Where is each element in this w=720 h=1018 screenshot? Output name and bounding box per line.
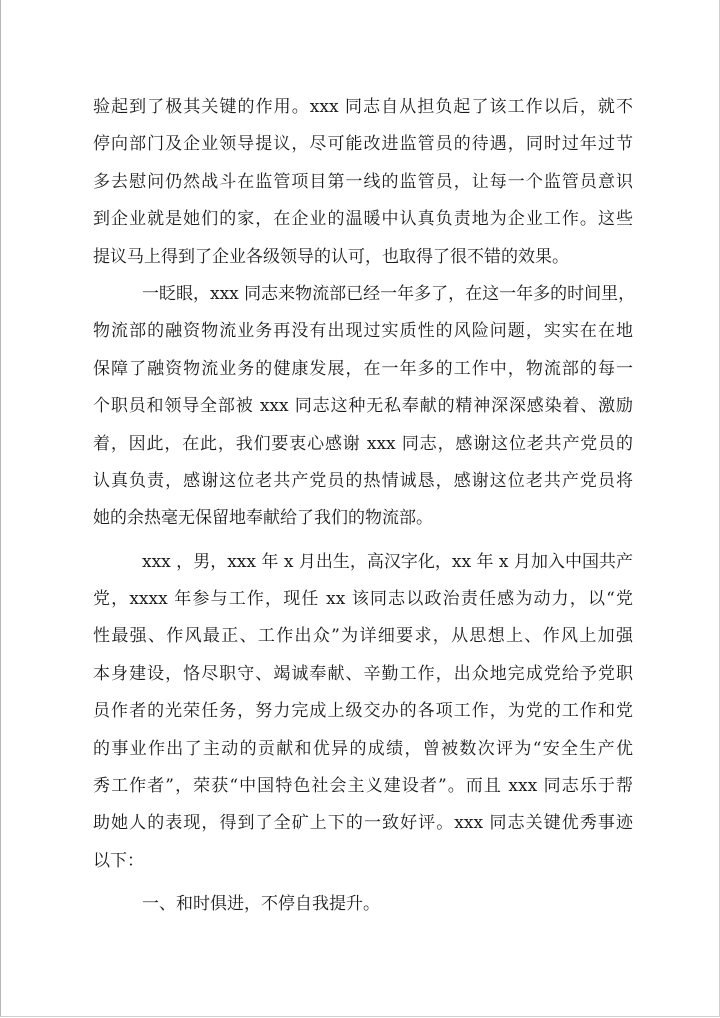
text-line: 的事业作出了主动的贡献和优异的成绩，曾被数次评为“安全生产优: [93, 738, 633, 759]
text-line: 认真负责，感谢这位老共产党员的热情诚恳，感谢这位老共产党员将: [93, 470, 633, 491]
text-line: 员作者的光荣任务，努力完成上级交办的各项工作，为党的工作和党: [93, 701, 633, 722]
text-line: 她的余热毫无保留地奉献给了我们的物流部。: [93, 508, 433, 529]
text-line: 着，因此，在此，我们要衷心感谢 xxx 同志，感谢这位老共产党员的: [93, 433, 633, 454]
paragraph-4: [93, 886, 633, 923]
text-line: 党，xxxx 年参与工作，现任 xx 该同志以政治责任感为动力，以“党: [93, 589, 633, 610]
text-line: 助她人的表现，得到了全矿上下的一致好评。xxx 同志关键优秀事迹: [93, 813, 633, 834]
paragraph-2: [93, 276, 636, 538]
text-line: 停向部门及企业领导提议，尽可能改进监管员的待遇，同时过年过节: [93, 134, 633, 155]
text-line: xxx ，男，xxx 年 x 月出生，高汉字化，xx 年 x 月加入中国共产: [142, 551, 633, 572]
text-line: 物流部的融资物流业务再没有出现过实质性的风险问题，实实在在地: [93, 321, 633, 342]
document-body: [93, 89, 636, 924]
text-line: 到企业就是她们的家，在企业的温暖中认真负责地为企业工作。这些: [93, 209, 633, 230]
text-line: 一眨眼，xxx 同志来物流部已经一年多了，在这一年多的时间里，: [142, 283, 636, 304]
text-line: 多去慰问仍然战斗在监管项目第一线的监管员，让每一个监管员意识: [93, 171, 633, 192]
paragraph-1: [93, 89, 633, 276]
text-line: 提议马上得到了企业各级领导的认可，也取得了很不错的效果。: [93, 246, 569, 267]
text-line: 性最强、作风最正、工作出众”为详细要求，从思想上、作风上加强: [93, 626, 633, 647]
text-line: 秀工作者”，荣获“中国特色社会主义建设者”。而且 xxx 同志乐于帮: [93, 776, 633, 797]
text-line: 以下：: [93, 850, 144, 871]
paragraph-3: [93, 544, 633, 881]
text-line: 保障了融资物流业务的健康发展，在一年多的工作中，物流部的每一: [93, 358, 633, 379]
text-line: 验起到了极其关键的作用。xxx 同志自从担负起了该工作以后，就不: [93, 97, 633, 117]
text-line: 本身建设，恪尽职守、竭诚奉献、辛勤工作，出众地完成党给予党职: [93, 663, 633, 684]
section-heading: 一、和时俱进，不停自我提升。: [142, 894, 380, 915]
text-line: 个职员和领导全部被 xxx 同志这种无私奉献的精神深深感染着、激励: [93, 396, 633, 417]
